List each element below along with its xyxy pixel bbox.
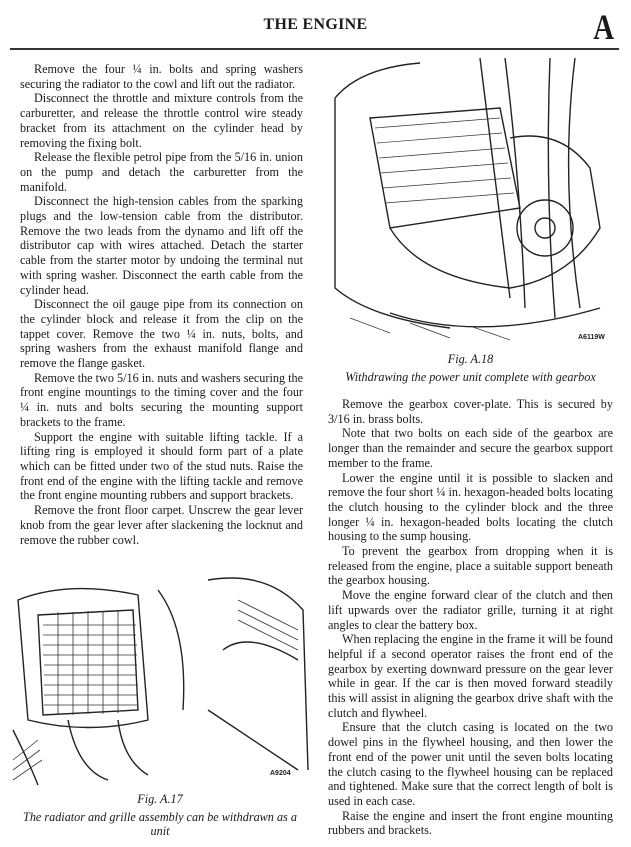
- header-rule: [10, 48, 619, 50]
- paragraph: Disconnect the throttle and mixture controls from the carburetter, and release the throttle control wire steady bracket from its attachment on the cylinder head by removing the fixing bolt.: [20, 91, 303, 150]
- paragraph: Move the engine forward clear of the clutch and then lift upwards over the radiator grille, turning it at right angles to clear the battery box.: [328, 588, 613, 632]
- figure-code: A6119W: [578, 334, 605, 341]
- paragraph: Remove the gearbox cover-plate. This is secured by 3/16 in. brass bolts.: [328, 397, 613, 426]
- paragraph: Note that two bolts on each side of the gearbox are longer than the remainder and secure the gearbox support member to the frame.: [328, 426, 613, 470]
- paragraph: When replacing the engine in the frame it will be found helpful if a second operator raises the front end of the gearbox by exerting downward pressure on the gear lever while in gear. If the car is then moved forward steadily this will assist in aligning the gearbox drive shaft with the clutch and flywheel.: [328, 632, 613, 720]
- right-column: [328, 397, 613, 838]
- figure-code: A9204: [270, 770, 291, 777]
- paragraph: Remove the front floor carpet. Unscrew the gear lever knob from the gear lever after slackening the locknut and remove the rubber cowl.: [20, 503, 303, 547]
- engine-lift-illustration: [330, 58, 615, 343]
- radiator-illustration: [8, 570, 310, 788]
- paragraph: Remove the four ¼ in. bolts and spring washers securing the radiator to the cowl and lift out the radiator.: [20, 62, 303, 91]
- figure-number: Fig. A.18: [447, 352, 494, 366]
- paragraph: Support the engine with suitable lifting tackle. If a lifting ring is employed it should form part of a plate which can be fitted under two of the stud nuts. Raise the front end of the engine with the lifting tackle and remove the front engine mounting rubbers and support brackets.: [20, 429, 303, 503]
- paragraph: Remove the two 5/16 in. nuts and washers securing the front engine mountings to the timing cover and the four ¼ in. nuts and bolts securing the mounting support brackets to the frame.: [20, 370, 303, 429]
- paragraph: To prevent the gearbox from dropping when it is released from the engine, place a suitable support beneath the gearbox housing.: [328, 544, 613, 588]
- left-column: [20, 62, 303, 547]
- figure-a17-caption: [15, 792, 305, 839]
- paragraph: Disconnect the oil gauge pipe from its connection on the cylinder block and release it from the clip on the tappet cover. Remove the two ¼ in. nuts, bolts, and spring washers from the exhaust manifold flange and remove the flange gasket.: [20, 297, 303, 371]
- paragraph: Lower the engine until it is possible to slacken and remove the four short ¼ in. hexagon-headed bolts locating the clutch housing to the cylinder block and the three longer ¼ in. hexagon-headed bolts locating the clutch housing to the sump housing.: [328, 470, 613, 544]
- paragraph: Release the flexible petrol pipe from the 5/16 in. union on the pump and detach the carburetter from the manifold.: [20, 150, 303, 194]
- section-letter: A: [593, 7, 614, 47]
- figure-caption-text: Withdrawing the power unit complete with gearbox: [345, 369, 596, 384]
- paragraph: Ensure that the clutch casing is located on the two dowel pins in the flywheel housing, and then lower the front end of the power unit until the seven bolts locating the clutch casing to the flywheel housing can be replaced and tightened. Make sure that the correct length of bolt is used in each case.: [328, 720, 613, 808]
- figure-a18-caption: [328, 352, 613, 384]
- figure-number: Fig. A.17: [137, 792, 183, 806]
- figure-caption-text: The radiator and grille assembly can be withdrawn as a unit: [23, 809, 297, 838]
- paragraph: Disconnect the high-tension cables from the sparking plugs and the low-tension cable from the distributor. Remove the two leads from the dynamo and lift off the distributor cap with wires attached. Detach the starter cable from the starter motor by undoing the terminal nut with spring washer. Disconnect the earth cable from the cylinder head.: [20, 194, 303, 297]
- figure-a17-illustration: [8, 570, 310, 788]
- section-title: THE ENGINE: [263, 16, 368, 33]
- figure-a18-illustration: [330, 58, 615, 343]
- paragraph: Raise the engine and insert the front engine mounting rubbers and brackets.: [328, 808, 613, 838]
